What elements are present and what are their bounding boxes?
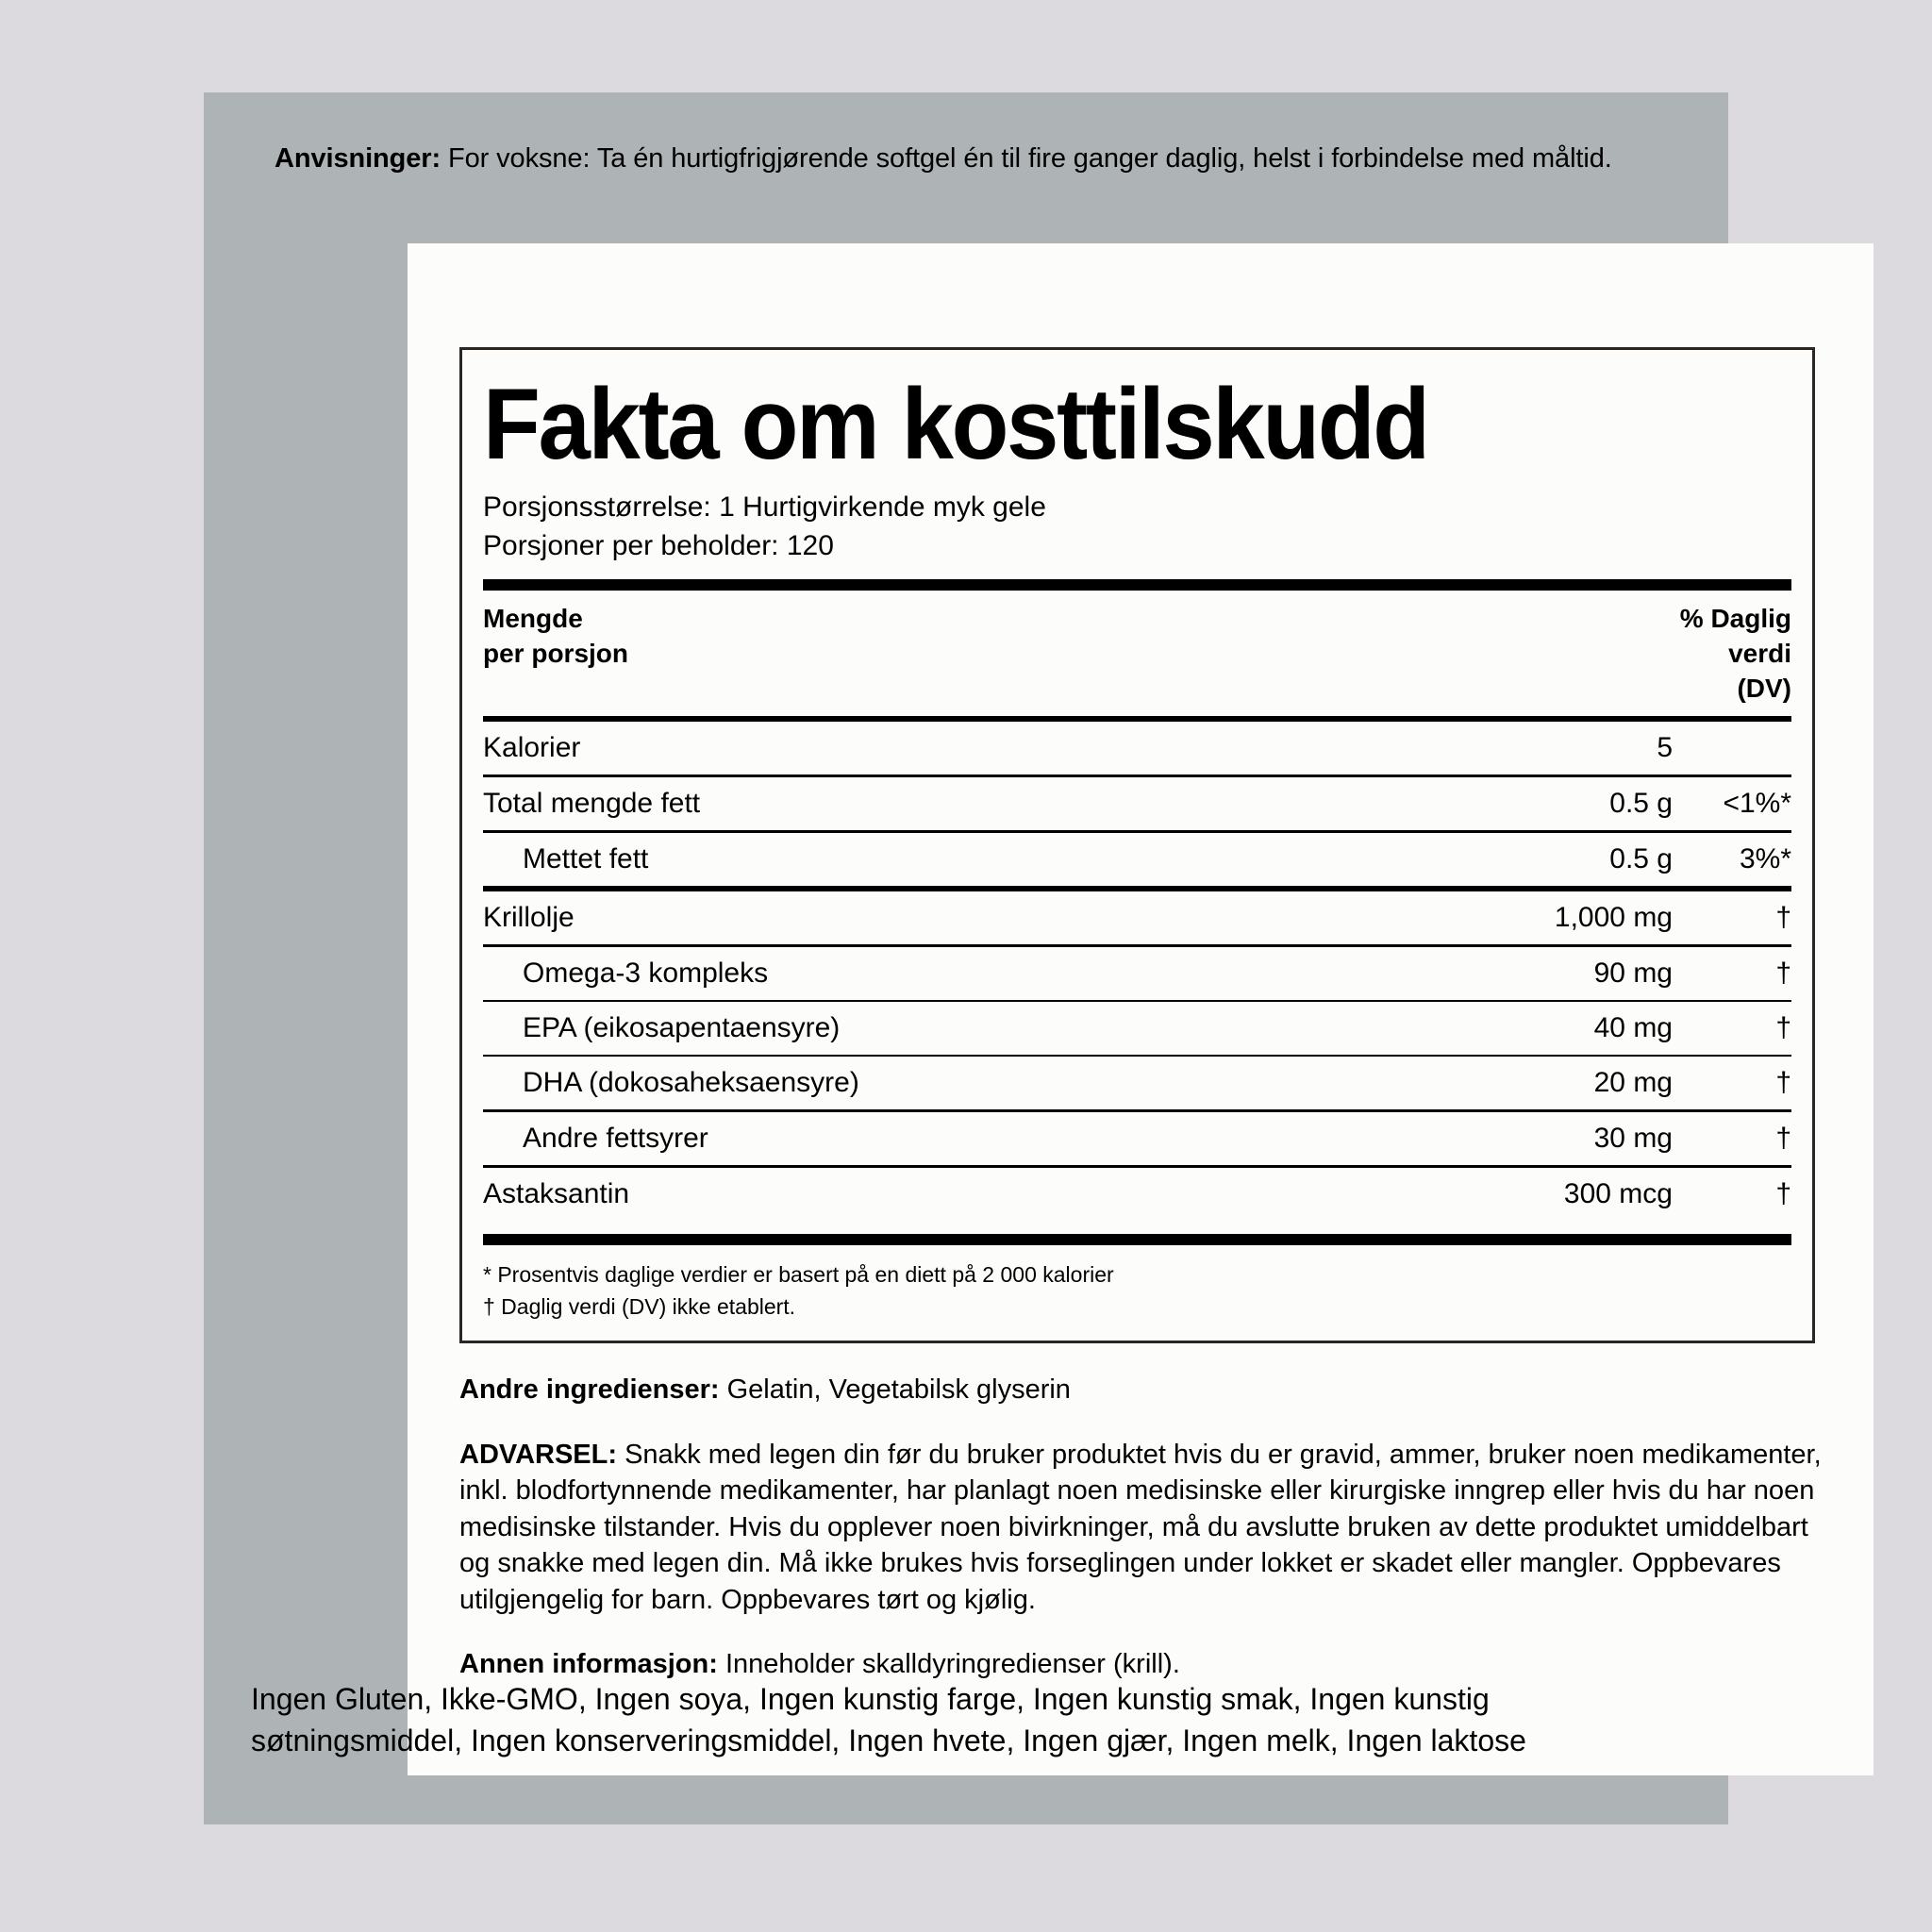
other-ingredients-text: Gelatin, Vegetabilsk glyserin [719, 1374, 1071, 1405]
nutrient-dv: † [1775, 1011, 1791, 1043]
warning-label: ADVARSEL: [459, 1439, 618, 1470]
nutrient-amount: 40 mg [1593, 1011, 1673, 1043]
nutrient-name: Mettet fett [523, 842, 649, 874]
table-row [483, 891, 1791, 944]
nutrient-name: EPA (eikosapentaensyre) [523, 1011, 841, 1043]
other-information-text: Inneholder skalldyringredienser (krill). [717, 1649, 1180, 1680]
nutrient-amount: 1,000 mg [1554, 901, 1673, 933]
table-row [483, 833, 1791, 886]
servings-per-container-line: Porsjoner per beholder: 120 [483, 529, 834, 561]
nutrient-amount: 0.5 g [1609, 842, 1673, 874]
table-row [483, 1002, 1791, 1055]
dv-header-line-2: verdi [1728, 638, 1791, 668]
nutrient-name: Andre fettsyrer [523, 1122, 708, 1154]
directions-label: Anvisninger: [275, 143, 441, 174]
supplement-facts-title: Fakta om kosttilskudd [483, 367, 1428, 480]
footnotes [483, 1245, 1791, 1324]
table-column-headers [483, 591, 1791, 716]
nutrient-amount: 30 mg [1593, 1122, 1673, 1154]
nutrient-name: DHA (dokosaheksaensyre) [523, 1066, 859, 1098]
lower-text-blocks [459, 1372, 1841, 1711]
footnote-percent-daily-value: * Prosentvis daglige verdier er basert på en diett på 2 000 kalorier [483, 1261, 1114, 1287]
other-ingredients-paragraph [459, 1372, 1841, 1408]
nutrient-name: Krillolje [483, 901, 575, 933]
dv-header-line-3: (DV) [1737, 673, 1791, 703]
nutrient-amount: 5 [1657, 731, 1673, 763]
warning-paragraph [459, 1437, 1841, 1619]
nutrient-dv: † [1775, 957, 1791, 989]
amount-per-serving-header [483, 602, 628, 672]
nutrient-dv: † [1775, 1122, 1791, 1154]
nutrient-amount: 20 mg [1593, 1066, 1673, 1098]
serving-size-line: Porsjonsstørrelse: 1 Hurtigvirkende myk gele [483, 491, 1046, 524]
gray-panel [204, 92, 1822, 1824]
other-ingredients-label: Andre ingredienser: [459, 1374, 720, 1405]
table-row [483, 1168, 1791, 1221]
label-card [408, 243, 1874, 1775]
table-row [483, 1057, 1791, 1109]
nutrient-name: Astaksantin [483, 1177, 630, 1209]
other-information-paragraph [459, 1646, 1841, 1683]
directions-paragraph [275, 142, 1652, 176]
nutrient-dv: † [1775, 1066, 1791, 1098]
warning-text: Snakk med legen din før du bruker produktet hvis du er gravid, ammer, bruker noen medikamenter, inkl. blodfortynnende medikamenter, har planlagt noen medisinske eller kirurgiske inngrep eller hvis du har noen medisinske tilstander. Hvis du opplever noen bivirkninger, må du avslutte bruken av dette produktet umiddelbart og snakke med legen din. Må ikke brukes hvis forseglingen under lokket er skadet eller mangler. Oppbevares utilgjengelig for barn. Oppbevares tørt og kjølig. [459, 1439, 1822, 1615]
nutrient-amount: 90 mg [1593, 957, 1673, 989]
nutrient-dv: 3%* [1739, 842, 1791, 874]
nutrient-dv: <1%* [1723, 787, 1791, 819]
product-claims: Ingen Gluten, Ikke-GMO, Ingen soya, Ingen kunstig farge, Ingen kunstig smak, Ingen kunstig søtningsmiddel, Ingen konserveringsmiddel, Ingen hvete, Ingen gjær, Ingen melk, Ingen laktose [251, 1682, 1526, 1757]
nutrient-amount: 0.5 g [1609, 787, 1673, 819]
table-row [483, 722, 1791, 774]
table-row [483, 947, 1791, 1000]
footnote-dagger: † Daglig verdi (DV) ikke etablert. [483, 1294, 796, 1320]
dv-header-line-1: % Daglig [1679, 603, 1791, 633]
nutrient-dv: † [1775, 901, 1791, 933]
nutrient-amount: 300 mcg [1563, 1177, 1673, 1209]
table-row [483, 1112, 1791, 1165]
other-information-label: Annen informasjon: [459, 1649, 718, 1680]
supplement-facts-box [459, 347, 1815, 1343]
nutrient-name: Omega-3 kompleks [523, 957, 769, 989]
nutrient-name: Kalorier [483, 731, 581, 763]
nutrient-name: Total mengde fett [483, 787, 701, 819]
nutrient-dv: † [1775, 1177, 1791, 1209]
table-row [483, 777, 1791, 830]
directions-text: For voksne: Ta én hurtigfrigjørende softgel én til fire ganger daglig, helst i forbindelse med måltid. [441, 143, 1612, 174]
daily-value-header [1680, 602, 1791, 707]
amount-header-line-2: per porsjon [483, 638, 629, 668]
rule-below-servings [483, 579, 1791, 591]
amount-header-line-1: Mengde [483, 603, 583, 633]
rule-below-table [483, 1234, 1791, 1245]
